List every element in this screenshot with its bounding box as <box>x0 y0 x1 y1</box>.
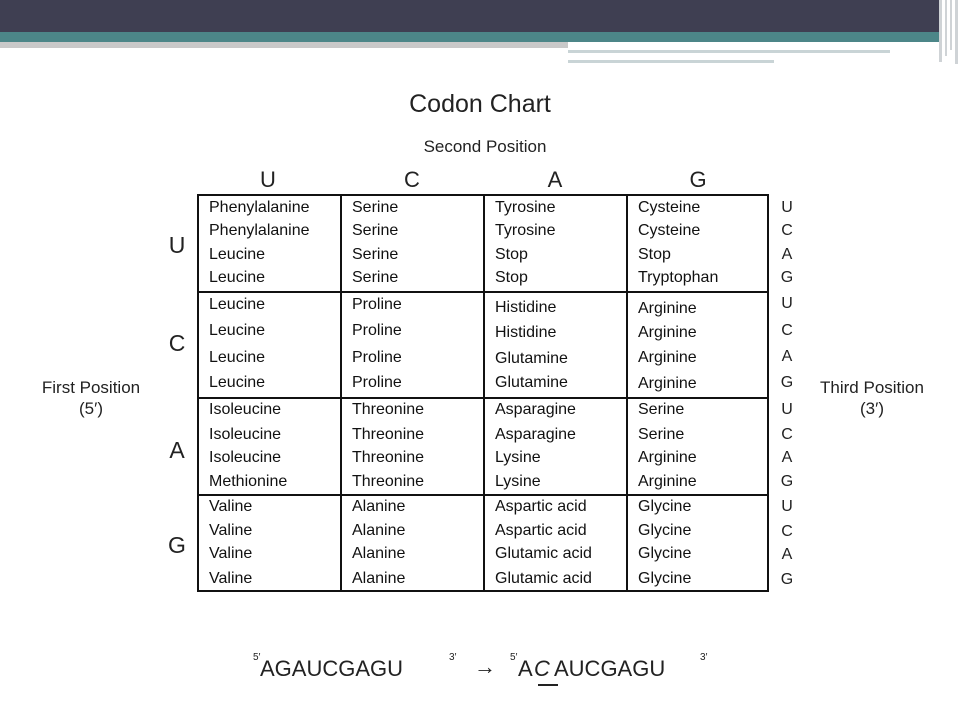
slide-header-accent <box>0 32 940 42</box>
three-prime-label: 3′ <box>700 652 708 663</box>
third-letter: C <box>781 222 793 239</box>
amino-acid: Glutamic acid <box>495 570 592 587</box>
five-prime-label: 5′ <box>510 652 518 663</box>
third-letter: A <box>781 348 793 365</box>
amino-acid: Proline <box>352 349 402 366</box>
slide-corner-stripe <box>955 0 958 64</box>
grid-divider <box>626 194 628 592</box>
amino-acid: Leucine <box>209 322 266 339</box>
grid-divider <box>483 194 485 592</box>
third-letter: C <box>781 426 793 443</box>
amino-acid: Glycine <box>638 522 692 539</box>
amino-acid: Valine <box>209 522 253 539</box>
third-letter: G <box>780 374 794 391</box>
third-position-label <box>802 377 942 419</box>
third-letter: C <box>781 322 793 339</box>
amino-acid: Glycine <box>638 570 692 587</box>
grid-divider <box>197 397 769 399</box>
five-prime-label: 5′ <box>253 652 261 663</box>
amino-acid: Glutamine <box>495 374 568 391</box>
amino-acid: Histidine <box>495 324 557 341</box>
original-sequence: AGAUCGAGU <box>260 656 404 681</box>
grid-divider <box>197 494 769 496</box>
third-letter: G <box>780 473 794 490</box>
mutation-arrow: → <box>474 654 496 679</box>
amino-acid: Arginine <box>638 375 697 392</box>
amino-acid: Glycine <box>638 498 692 515</box>
amino-acid: Threonine <box>352 426 425 443</box>
slide-header-rule <box>568 50 890 53</box>
amino-acid: Alanine <box>352 498 406 515</box>
amino-acid: Threonine <box>352 473 425 490</box>
amino-acid: Asparagine <box>495 401 576 418</box>
third-letter: U <box>781 498 793 515</box>
amino-acid: Glutamine <box>495 350 568 367</box>
third-letter: U <box>781 401 793 418</box>
third-letter: U <box>781 295 793 312</box>
amino-acid: Leucine <box>209 374 266 391</box>
amino-acid: Arginine <box>638 473 697 490</box>
third-letter: A <box>781 246 793 263</box>
amino-acid: Histidine <box>495 299 557 316</box>
amino-acid: Isoleucine <box>209 401 282 418</box>
amino-acid: Arginine <box>638 449 697 466</box>
slide-header-subrule <box>568 60 774 63</box>
second-position-label: Second Position <box>423 137 547 156</box>
amino-acid: Valine <box>209 545 253 562</box>
amino-acid: Cysteine <box>638 222 701 239</box>
amino-acid: Proline <box>352 374 402 391</box>
amino-acid: Glutamic acid <box>495 545 592 562</box>
amino-acid: Threonine <box>352 449 425 466</box>
third-letter: C <box>781 523 793 540</box>
amino-acid: Glycine <box>638 545 692 562</box>
amino-acid: Stop <box>495 246 528 263</box>
column-header-u: U <box>260 167 276 192</box>
third-letter: G <box>780 571 794 588</box>
row-header-g: G <box>168 532 186 558</box>
amino-acid: Threonine <box>352 401 425 418</box>
mutation-underline <box>538 684 558 686</box>
slide-corner-stripe <box>939 0 942 62</box>
amino-acid: Serine <box>352 222 399 239</box>
three-prime-label: 3′ <box>449 652 457 663</box>
first-position-direction: (5′) <box>79 399 103 418</box>
slide-header-bar <box>0 0 940 32</box>
amino-acid: Arginine <box>638 324 697 341</box>
third-letter: U <box>781 199 793 216</box>
amino-acid: Proline <box>352 322 402 339</box>
amino-acid: Asparagine <box>495 426 576 443</box>
mutated-base: C <box>534 656 550 681</box>
column-header-g: G <box>689 167 707 192</box>
amino-acid: Leucine <box>209 349 266 366</box>
amino-acid: Phenylalanine <box>209 222 310 239</box>
mutated-sequence-prefix: A <box>518 656 533 681</box>
grid-divider <box>340 194 342 592</box>
amino-acid: Arginine <box>638 300 697 317</box>
amino-acid: Phenylalanine <box>209 199 310 216</box>
slide-header-underline <box>0 42 568 48</box>
amino-acid: Serine <box>352 246 399 263</box>
third-position-direction: (3′) <box>860 399 884 418</box>
amino-acid: Cysteine <box>638 199 701 216</box>
third-letter: A <box>781 449 793 466</box>
amino-acid: Leucine <box>209 296 266 313</box>
grid-divider <box>197 291 769 293</box>
chart-title: Codon Chart <box>409 90 551 118</box>
third-position-title: Third Position <box>820 378 924 397</box>
amino-acid: Tryptophan <box>638 269 719 286</box>
amino-acid: Leucine <box>209 246 266 263</box>
amino-acid: Methionine <box>209 473 288 490</box>
column-header-a: A <box>547 167 563 192</box>
first-position-title: First Position <box>41 378 141 397</box>
amino-acid: Alanine <box>352 545 406 562</box>
first-position-label <box>22 377 160 419</box>
amino-acid: Alanine <box>352 570 406 587</box>
amino-acid: Aspartic acid <box>495 522 587 539</box>
mutated-sequence-suffix: AUCGAGU <box>554 656 666 681</box>
amino-acid: Isoleucine <box>209 449 282 466</box>
amino-acid: Arginine <box>638 349 697 366</box>
mutation-equation <box>0 650 960 690</box>
column-header-c: C <box>404 167 420 192</box>
amino-acid: Valine <box>209 570 253 587</box>
amino-acid: Tyrosine <box>495 222 556 239</box>
slide-corner-stripe <box>945 0 947 56</box>
amino-acid: Alanine <box>352 522 406 539</box>
amino-acid: Lysine <box>495 449 541 466</box>
third-letter: A <box>781 546 793 563</box>
row-header-a: A <box>169 437 185 463</box>
amino-acid: Isoleucine <box>209 426 282 443</box>
amino-acid: Valine <box>209 498 253 515</box>
row-header-u: U <box>168 232 186 258</box>
amino-acid: Leucine <box>209 269 266 286</box>
amino-acid: Aspartic acid <box>495 498 587 515</box>
amino-acid: Stop <box>495 269 528 286</box>
third-letter: G <box>780 269 794 286</box>
slide-corner-stripe <box>950 0 952 50</box>
row-header-c: C <box>168 330 186 356</box>
amino-acid: Serine <box>352 199 399 216</box>
amino-acid: Serine <box>638 426 685 443</box>
amino-acid: Stop <box>638 246 671 263</box>
amino-acid: Lysine <box>495 473 541 490</box>
amino-acid: Serine <box>638 401 685 418</box>
amino-acid: Proline <box>352 296 402 313</box>
amino-acid: Serine <box>352 269 399 286</box>
amino-acid: Tyrosine <box>495 199 556 216</box>
